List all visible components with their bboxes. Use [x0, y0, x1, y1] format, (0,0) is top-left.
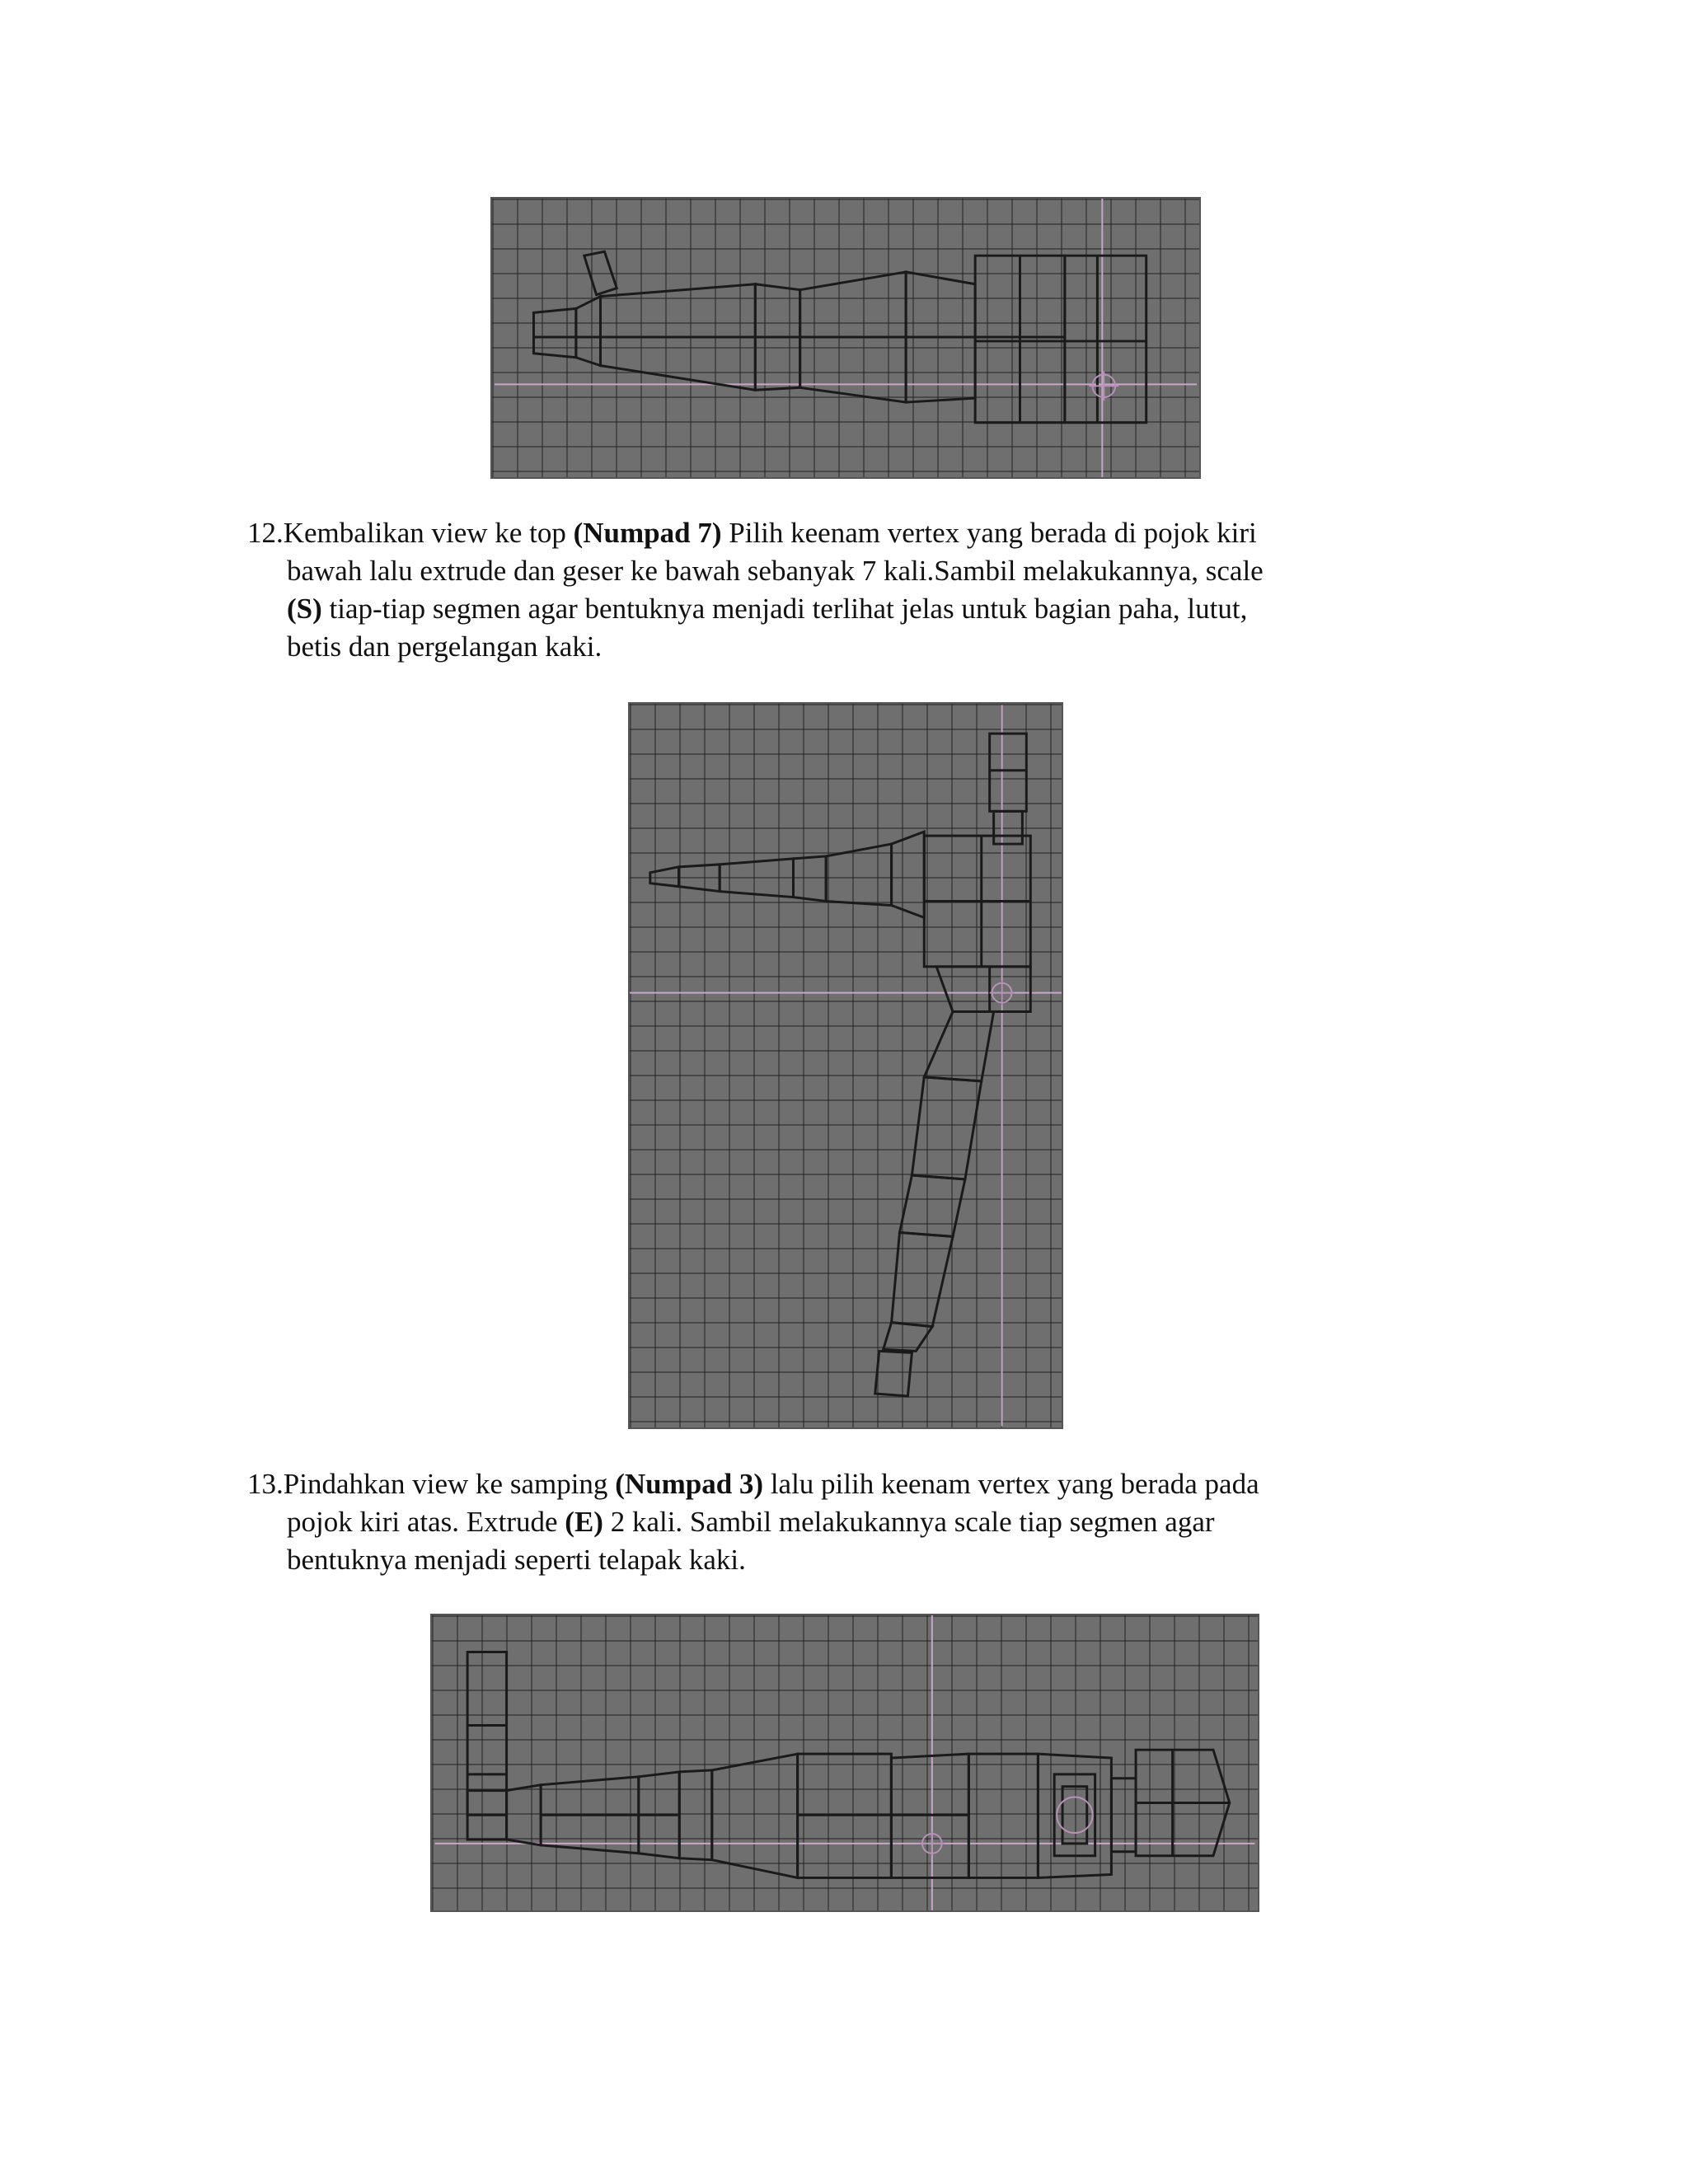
step-12-line-2: bawah lalu extrude dan geser ke bawah sebanyak 7 kali.Sambil melakukannya, scale: [287, 555, 1264, 587]
step-12-line-3-text-b: tiap-tiap segmen agar bentuknya menjadi terlihat jelas untuk bagian paha, lutut,: [321, 593, 1248, 625]
figure-side-view-foot-wireframe: [430, 1614, 1259, 1912]
step-12-line-3: [247, 590, 1459, 628]
step-13-line-2-text-c: 2 kali. Sambil melakukannya scale tiap segmen agar: [603, 1506, 1215, 1538]
step-13-line-3: bentuknya menjadi seperti telapak kaki.: [287, 1544, 746, 1576]
step-12-instructions: [247, 514, 1459, 666]
step-13-number: 13.: [247, 1468, 284, 1500]
step-12-key-numpad-7: (Numpad 7): [573, 517, 722, 549]
wireframe-top-view-drawing: [630, 704, 1062, 1427]
wireframe-foot-drawing: [432, 1615, 1258, 1910]
wireframe-side-view-drawing: [492, 199, 1199, 477]
step-12-line-4: betis dan pergelangan kaki.: [287, 630, 603, 663]
step-13-line-1: [247, 1465, 1459, 1503]
step-13-line-1-text-c: lalu pilih keenam vertex yang berada pada: [763, 1468, 1259, 1500]
step-12-number: 12.: [247, 517, 284, 549]
step-12-line-1-text-a: Kembalikan view ke top: [283, 517, 574, 549]
figure-side-view-wireframe: [490, 197, 1201, 479]
step-13-key-e: (E): [565, 1506, 603, 1538]
step-12-line-1: [247, 514, 1459, 552]
step-13-instructions: [247, 1465, 1459, 1579]
figure-top-view-leg-wireframe: [628, 702, 1063, 1429]
step-13-key-numpad-3: (Numpad 3): [615, 1468, 764, 1500]
step-13-line-2: [247, 1503, 1459, 1541]
step-13-line-2-text-a: pojok kiri atas. Extrude: [287, 1506, 565, 1538]
step-13-line-1-text-a: Pindahkan view ke samping: [283, 1468, 616, 1500]
step-12-key-s: (S): [287, 593, 322, 625]
step-12-line-1-text-c: Pilih keenam vertex yang berada di pojok kiri: [721, 517, 1257, 549]
